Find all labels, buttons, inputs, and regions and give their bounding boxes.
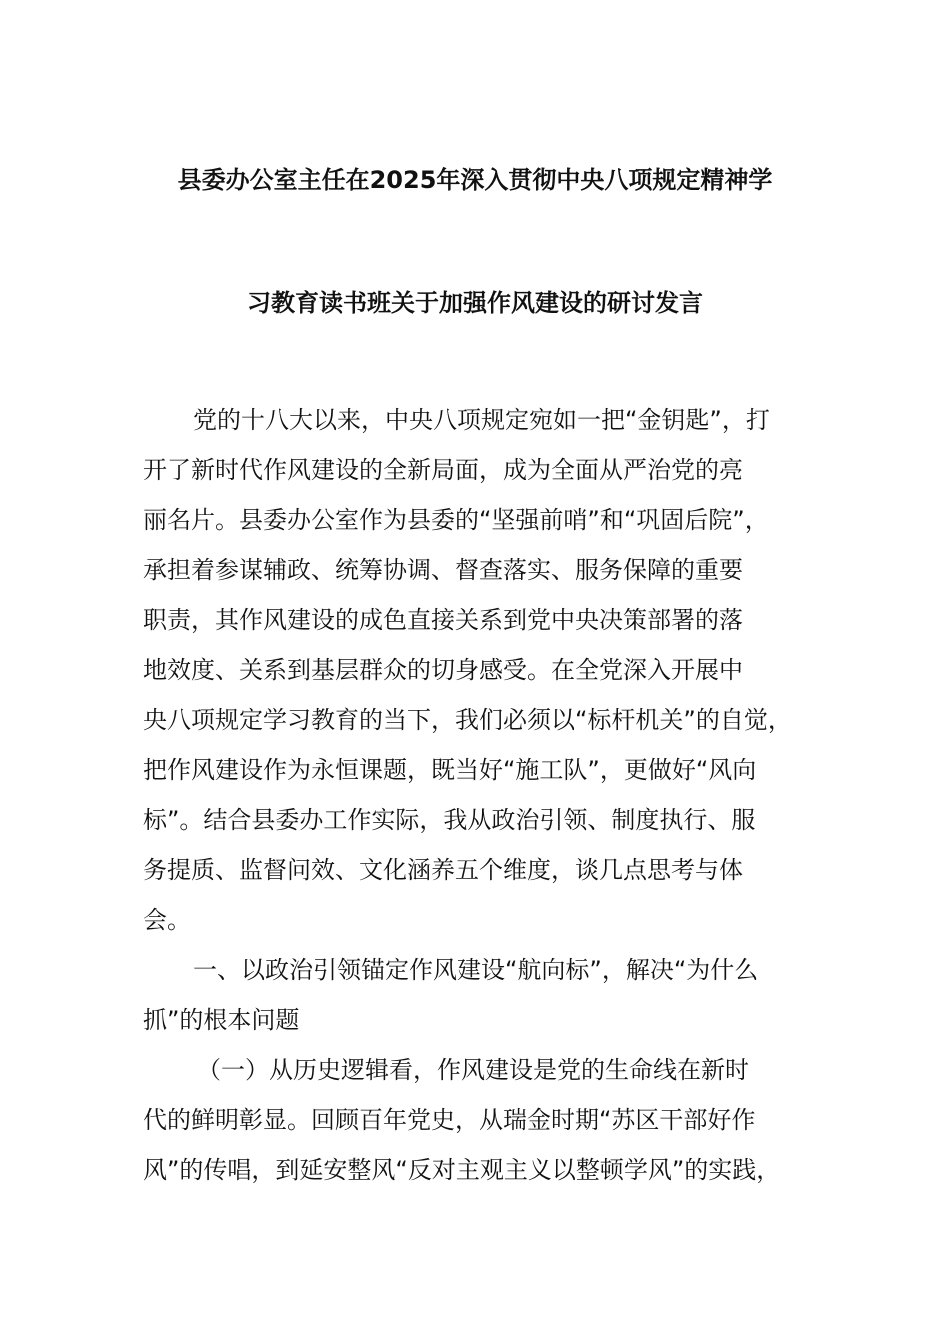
body-line: 代的鲜明彰显。回顾百年党史，从瑞金时期“苏区干部好作 xyxy=(143,1106,756,1134)
body-line: 职责，其作风建设的成色直接关系到党中央决策部署的落 xyxy=(143,606,743,634)
body-line: 风”的传唱，到延安整风“反对主观主义以整顿学风”的实践， xyxy=(143,1156,781,1184)
document-title-line-1: 县委办公室主任在2025年深入贯彻中央八项规定精神学 xyxy=(177,166,773,194)
section-heading-line: 抓”的根本问题 xyxy=(143,1006,300,1034)
body-line: 会。 xyxy=(143,906,191,934)
body-line: 丽名片。县委办公室作为县委的“坚强前哨”和“巩固后院”， xyxy=(143,506,769,534)
body-line: 开了新时代作风建设的全新局面，成为全面从严治党的亮 xyxy=(143,456,743,484)
body-line: （一）从历史逻辑看，作风建设是党的生命线在新时 xyxy=(197,1056,749,1084)
body-line: 把作风建设作为永恒课题，既当好“施工队”，更做好“风向 xyxy=(143,756,757,784)
section-heading-line: 一、以政治引领锚定作风建设“航向标”，解决“为什么 xyxy=(193,956,759,984)
body-line: 承担着参谋辅政、统筹协调、督查落实、服务保障的重要 xyxy=(143,556,743,584)
body-line: 务提质、监督问效、文化涵养五个维度，谈几点思考与体 xyxy=(143,856,743,884)
body-line: 党的十八大以来，中央八项规定宛如一把“金钥匙”，打 xyxy=(193,406,770,434)
document-title-line-2: 习教育读书班关于加强作风建设的研讨发言 xyxy=(247,289,703,317)
body-line: 地效度、关系到基层群众的切身感受。在全党深入开展中 xyxy=(143,656,743,684)
body-line: 标”。结合县委办工作实际，我从政治引领、制度执行、服 xyxy=(143,806,756,834)
body-line: 央八项规定学习教育的当下，我们必须以“标杆机关”的自觉， xyxy=(143,706,792,734)
